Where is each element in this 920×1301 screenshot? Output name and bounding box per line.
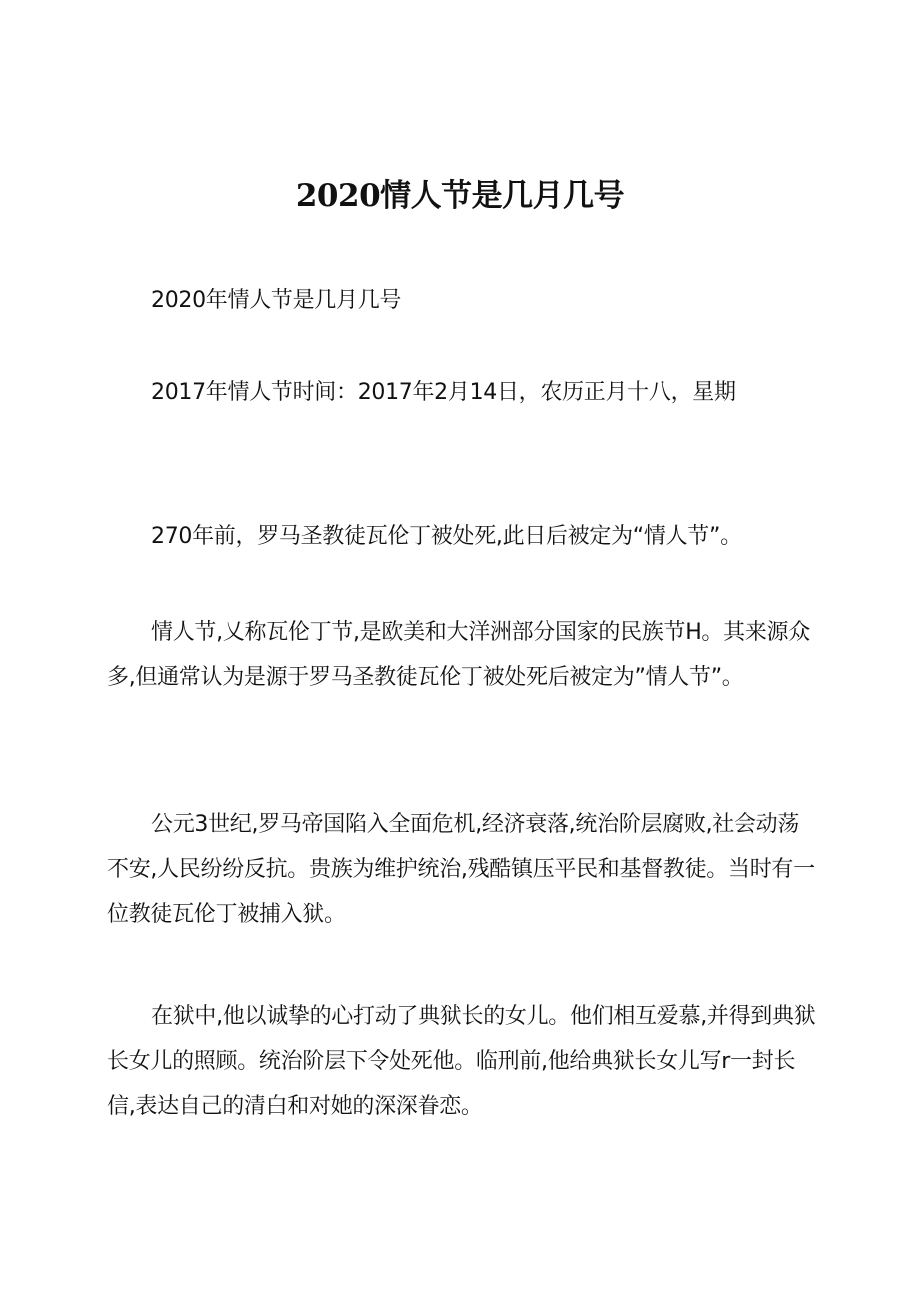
paragraph-history: 公元3世纪,罗马帝国陷入全面危机,经济衰落,统治阶层腐败,社会动荡不安,人民纷纷反抗。贵族为维护统治,残酷镇压平民和基督教徒。当时有一位教徒瓦伦丁被捕入狱。 <box>107 812 815 927</box>
paragraph-date: 2017年情人节时间：2017年2月14日，农历正月十八，星期 <box>151 380 736 405</box>
paragraph-subtitle: 2020年情人节是几月几号 <box>151 288 402 313</box>
paragraph-definition: 情人节,乂称瓦伦丁节,是欧美和大洋洲部分国家的民族节H。其来源众多,但通常认为是源于罗马圣教徒瓦伦丁被处死后被定为”情人节”。 <box>107 620 810 690</box>
paragraph-prison: 在狱中,他以诚挚的心打动了典狱长的女儿。他们相互爱慕,并得到典狱长女儿的照顾。统治阶层下令处死他。临刑前,他给典狱长女儿写r一封长信,表达自己的清白和对她的深深眷恋。 <box>107 1004 816 1119</box>
paragraph-origin: 270年前，罗马圣教徒瓦伦丁被处死,此日后被定为“情人节”。 <box>151 524 742 549</box>
document-title: 2020情人节是几月几号 <box>295 178 625 214</box>
